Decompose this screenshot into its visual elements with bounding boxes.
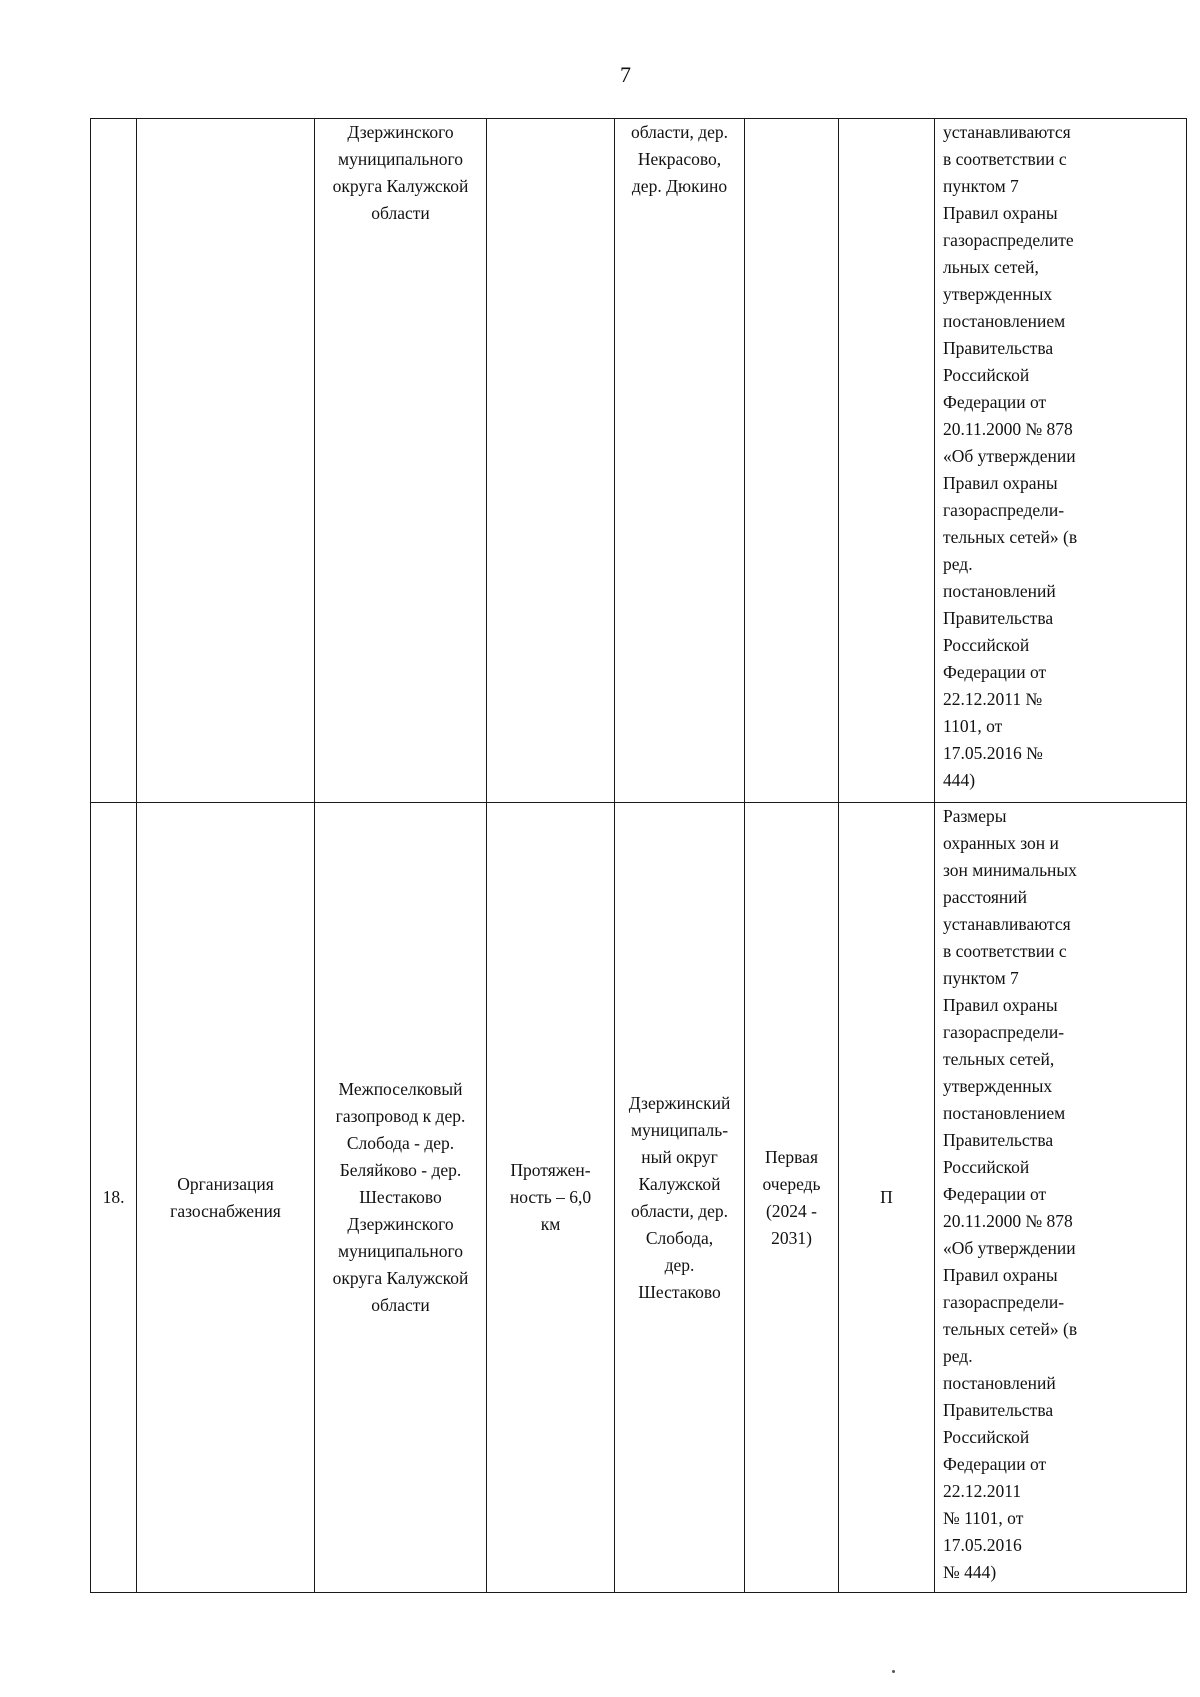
cell-text-line: Российской: [943, 1427, 1030, 1447]
cell-text-line: округа Калужской: [332, 176, 469, 196]
cell-text-line: 1101, от: [943, 716, 1003, 736]
category-cell: [137, 119, 315, 803]
table-row: [91, 119, 1187, 803]
cell-text-line: 20.11.2000 № 878: [943, 1211, 1073, 1231]
cell-text-line: Федерации от: [943, 662, 1047, 682]
object-name-cell: [315, 803, 487, 1593]
cell-text-line: Правил охраны: [943, 473, 1058, 493]
cell-text-line: ред.: [943, 554, 973, 574]
cell-text-line: «Об утверждении: [943, 1238, 1076, 1258]
cell-text-line: Слобода,: [645, 1227, 714, 1248]
cell-text-line: ность – 6,0: [509, 1187, 592, 1207]
cell-text-line: области, дер.: [630, 122, 729, 142]
cell-text-line: зон минимальных: [943, 860, 1077, 880]
cell-text-line: Шестаково: [638, 1281, 721, 1302]
cell-text-line: тельных сетей» (в: [943, 527, 1078, 547]
cell-text-line: постановлением: [943, 1103, 1066, 1123]
status-cell: [839, 119, 935, 803]
cell-text-line: муниципаль-: [630, 1119, 729, 1140]
cell-text-line: Правил охраны: [943, 1265, 1058, 1285]
cell-text-line: Правительства: [943, 1400, 1054, 1420]
cell-text-line: Правил охраны: [943, 203, 1058, 223]
cell-text-line: очередь: [762, 1173, 821, 1194]
cell-text-line: Российской: [943, 635, 1030, 655]
cell-text-line: газоснабжения: [170, 1200, 281, 1221]
cell-text-line: области: [371, 1295, 430, 1315]
cell-text-line: в соответствии с: [943, 941, 1067, 961]
cell-text-line: 22.12.2011: [943, 1481, 1022, 1501]
location-cell: [615, 803, 745, 1593]
cell-text-line: тельных сетей,: [943, 1049, 1055, 1069]
cell-text-line: Федерации от: [943, 1184, 1047, 1204]
cell-text-line: Слобода - дер.: [346, 1133, 455, 1153]
cell-text-line: области: [371, 203, 430, 223]
cell-text-line: утвержденных: [943, 284, 1053, 304]
cell-text-line: устанавливаются: [943, 122, 1071, 142]
cell-text-line: ред.: [943, 1346, 973, 1366]
cell-text-line: Правительства: [943, 338, 1054, 358]
cell-text-line: газораспредели-: [943, 1292, 1065, 1312]
cell-text-line: 17.05.2016 №: [943, 743, 1043, 763]
cell-text-line: постановлением: [943, 311, 1066, 331]
cell-text-line: пунктом 7: [943, 176, 1019, 196]
status-cell: [839, 803, 935, 1593]
page-number: 7: [620, 62, 631, 87]
cell-text-line: Российской: [943, 365, 1030, 385]
row-number-cell: [91, 119, 137, 803]
cell-text-line: Первая: [764, 1146, 818, 1167]
cell-text: 18.: [102, 1187, 125, 1207]
cell-text-line: округа Калужской: [332, 1268, 469, 1288]
cell-text-line: постановлений: [943, 581, 1056, 601]
cell-text-line: газораспредели-: [943, 500, 1065, 520]
cell-text-line: Дзержинский: [628, 1092, 731, 1113]
cell-text-line: Правил охраны: [943, 995, 1058, 1015]
protection-zones-cell: [935, 803, 1187, 1593]
stage-cell: [745, 119, 839, 803]
cell-text-line: расстояний: [943, 887, 1028, 907]
object-name-cell: [315, 119, 487, 803]
cell-text-line: 17.05.2016: [943, 1535, 1022, 1555]
cell-text-line: (2024 -: [765, 1200, 818, 1221]
cell-text-line: км: [540, 1214, 561, 1234]
cell-text-line: Беляйково - дер.: [339, 1160, 462, 1180]
characteristics-cell: [487, 119, 615, 803]
cell-text-line: устанавливаются: [943, 914, 1071, 934]
cell-text-line: Некрасово,: [637, 149, 722, 169]
cell-text-line: Российской: [943, 1157, 1030, 1177]
cell-text-line: тельных сетей» (в: [943, 1319, 1078, 1339]
cell-text-line: Правительства: [943, 608, 1054, 628]
cell-text-line: Шестаково: [359, 1187, 442, 1207]
cell-text-line: газопровод к дер.: [335, 1106, 466, 1126]
row-number-cell: [91, 803, 137, 1593]
stage-cell: [745, 803, 839, 1593]
cell-text-line: Дзержинского: [347, 122, 454, 142]
cell-text-line: № 444): [943, 1562, 997, 1582]
cell-text-line: муниципального: [338, 149, 463, 169]
cell-text-line: 444): [943, 770, 976, 790]
cell-text-line: Федерации от: [943, 1454, 1047, 1474]
cell-text-line: постановлений: [943, 1373, 1056, 1393]
cell-text-line: дер. Дюкино: [631, 176, 728, 196]
cell-text-line: Дзержинского: [347, 1214, 454, 1234]
category-cell: [137, 803, 315, 1593]
characteristics-cell: [487, 803, 615, 1593]
cell-text-line: ный округ: [641, 1146, 718, 1167]
cell-text-line: муниципального: [338, 1241, 463, 1261]
location-cell: [615, 119, 745, 803]
cell-text-line: газораспределите: [943, 230, 1074, 250]
cell-text-line: Межпоселковый: [338, 1079, 463, 1099]
cell-text-line: льных сетей,: [943, 257, 1039, 277]
cell-text-line: газораспредели-: [943, 1022, 1065, 1042]
cell-text-line: дер.: [664, 1254, 695, 1275]
cell-text-line: Протяжен-: [510, 1160, 591, 1180]
cell-text-line: утвержденных: [943, 1076, 1053, 1096]
cell-text: П: [880, 1187, 893, 1207]
scan-speck: [892, 1670, 895, 1673]
cell-text-line: области, дер.: [630, 1200, 729, 1221]
cell-text-line: Правительства: [943, 1130, 1054, 1150]
cell-text-line: № 1101, от: [943, 1508, 1024, 1528]
planned-objects-table: [90, 118, 1187, 1593]
cell-text-line: 20.11.2000 № 878: [943, 419, 1073, 439]
cell-text-line: «Об утверждении: [943, 446, 1076, 466]
protection-zones-cell: [935, 119, 1187, 803]
cell-text-line: Размеры: [943, 806, 1007, 826]
cell-text-line: Калужской: [638, 1173, 721, 1194]
table-row: [91, 803, 1187, 1593]
cell-text-line: Организация: [177, 1173, 274, 1194]
cell-text-line: 22.12.2011 №: [943, 689, 1043, 709]
cell-text-line: Федерации от: [943, 392, 1047, 412]
cell-text-line: охранных зон и: [943, 833, 1059, 853]
cell-text-line: в соответствии с: [943, 149, 1067, 169]
cell-text-line: 2031): [771, 1227, 812, 1248]
cell-text-line: пунктом 7: [943, 968, 1019, 988]
